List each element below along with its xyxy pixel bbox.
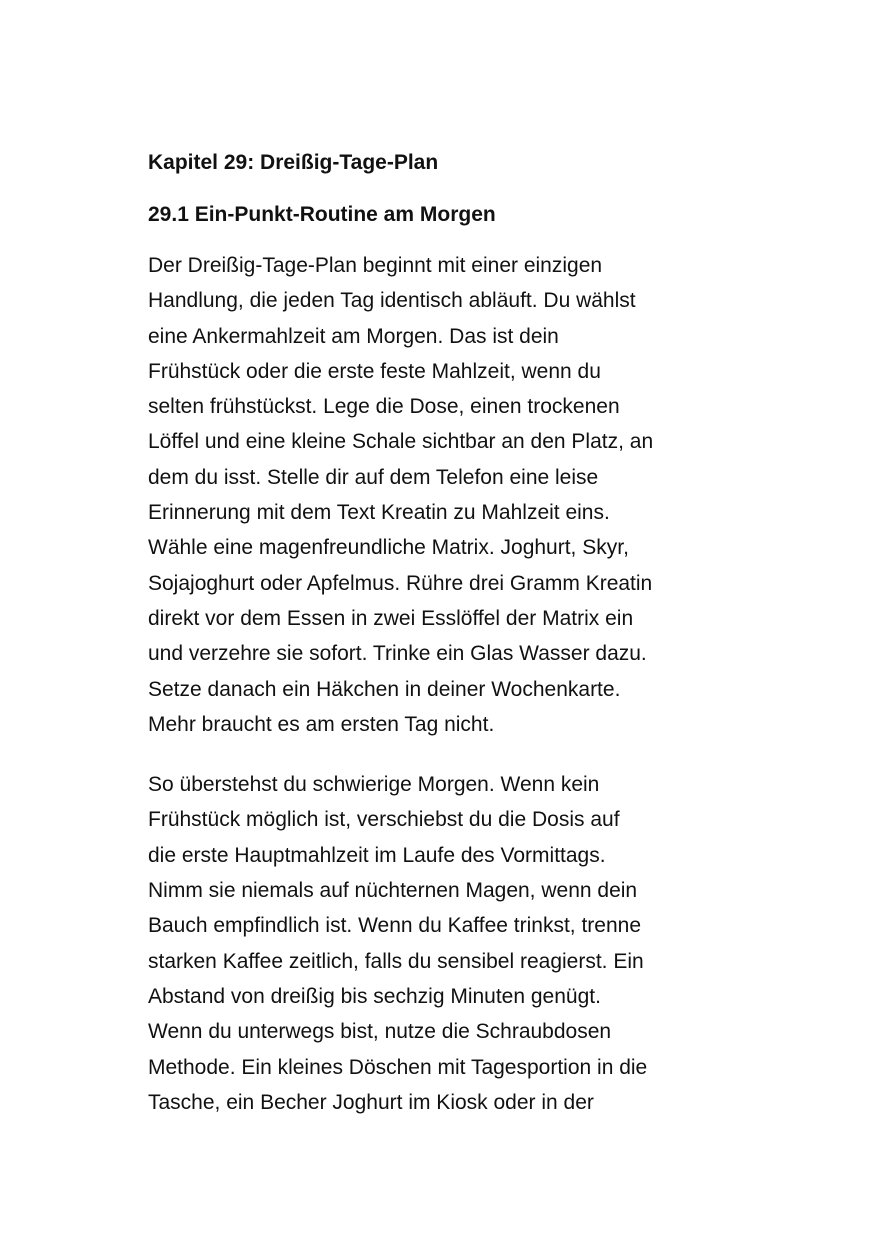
text-line: starken Kaffee zeitlich, falls du sensibel reagierst. Ein xyxy=(148,949,644,973)
chapter-title: Kapitel 29: Dreißig-Tage-Plan xyxy=(148,151,439,174)
page-content xyxy=(148,146,734,1145)
paragraph xyxy=(148,248,734,742)
text-line: Erinnerung mit dem Text Kreatin zu Mahlzeit eins. xyxy=(148,501,610,525)
body-text xyxy=(148,248,734,1120)
text-line: und verzehre sie sofort. Trinke ein Glas Wasser dazu. xyxy=(148,642,647,666)
paragraph xyxy=(148,767,734,1120)
text-line: eine Ankermahlzeit am Morgen. Das ist dein xyxy=(148,324,559,348)
text-line: selten frühstückst. Lege die Dose, einen trockenen xyxy=(148,395,620,419)
text-line: Sojajoghurt oder Apfelmus. Rühre drei Gramm Kreatin xyxy=(148,571,653,595)
text-line: Abstand von dreißig bis sechzig Minuten genügt. xyxy=(148,984,601,1008)
text-line: dem du isst. Stelle dir auf dem Telefon eine leise xyxy=(148,465,599,489)
text-line: Nimm sie niemals auf nüchternen Magen, wenn dein xyxy=(148,879,638,903)
text-line: So überstehst du schwierige Morgen. Wenn kein xyxy=(148,773,600,797)
text-line: Frühstück oder die erste feste Mahlzeit, wenn du xyxy=(148,359,601,383)
text-line: Wähle eine magenfreundliche Matrix. Joghurt, Skyr, xyxy=(148,536,629,560)
text-line: die erste Hauptmahlzeit im Laufe des Vormittags. xyxy=(148,843,606,867)
text-line: Bauch empfindlich ist. Wenn du Kaffee trinkst, trenne xyxy=(148,914,641,938)
text-line: Wenn du unterwegs bist, nutze die Schraubdosen xyxy=(148,1020,612,1044)
text-line: Frühstück möglich ist, verschiebst du die Dosis auf xyxy=(148,808,620,832)
section-title: 29.1 Ein-Punkt-Routine am Morgen xyxy=(148,203,496,226)
text-line: Mehr braucht es am ersten Tag nicht. xyxy=(148,712,495,736)
text-line: Setze danach ein Häkchen in deiner Wochenkarte. xyxy=(148,677,621,701)
text-line: Methode. Ein kleines Döschen mit Tagesportion in die xyxy=(148,1055,648,1079)
text-line: Tasche, ein Becher Joghurt im Kiosk oder in der xyxy=(148,1090,594,1114)
text-line: Löffel und eine kleine Schale sichtbar an den Platz, an xyxy=(148,430,654,454)
text-line: direkt vor dem Essen in zwei Esslöffel der Matrix ein xyxy=(148,606,634,630)
text-line: Handlung, die jeden Tag identisch abläuft. Du wählst xyxy=(148,289,636,313)
text-line: Der Dreißig-Tage-Plan beginnt mit einer einzigen xyxy=(148,254,603,277)
